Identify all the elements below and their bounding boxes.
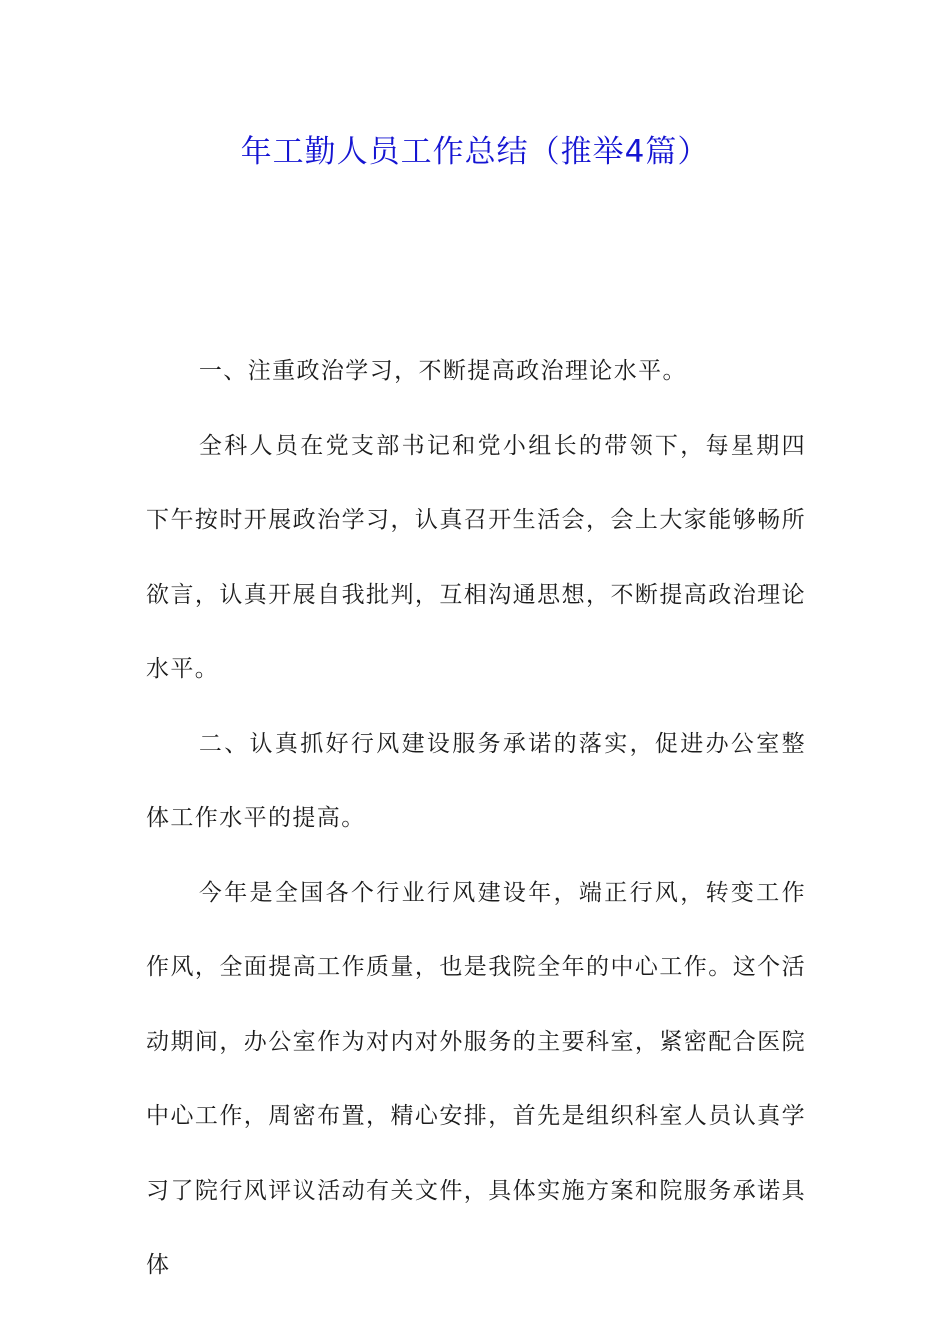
paragraph-heading-1: 一、注重政治学习，不断提高政治理论水平。 <box>198 358 687 384</box>
paragraph-2: 今年是全国各个行业行风建设年，端正行风，转变工作作风，全面提高工作质量，也是我院全年的中心工作。这个活动期间，办公室作为对内对外服务的主要科室，紧密配合医院中心工作，周密布置，精心安排，首先是组织科室人员认真学习了院行风评议活动有关文件，具体实施方案和院服务承诺具体 <box>146 879 806 1278</box>
paragraph-heading-2: 二、认真抓好行风建设服务承诺的落实，促进办公室整体工作水平的提高。 <box>146 730 806 831</box>
paragraph-1: 全科人员在党支部书记和党小组长的带领下，每星期四下午按时开展政治学习，认真召开生活会，会上大家能够畅所欲言，认真开展自我批判，互相沟通思想，不断提高政治理论水平。 <box>146 432 806 682</box>
document-body <box>146 334 806 1303</box>
document-title: 年工勤人员工作总结（推举4篇） <box>240 134 710 170</box>
